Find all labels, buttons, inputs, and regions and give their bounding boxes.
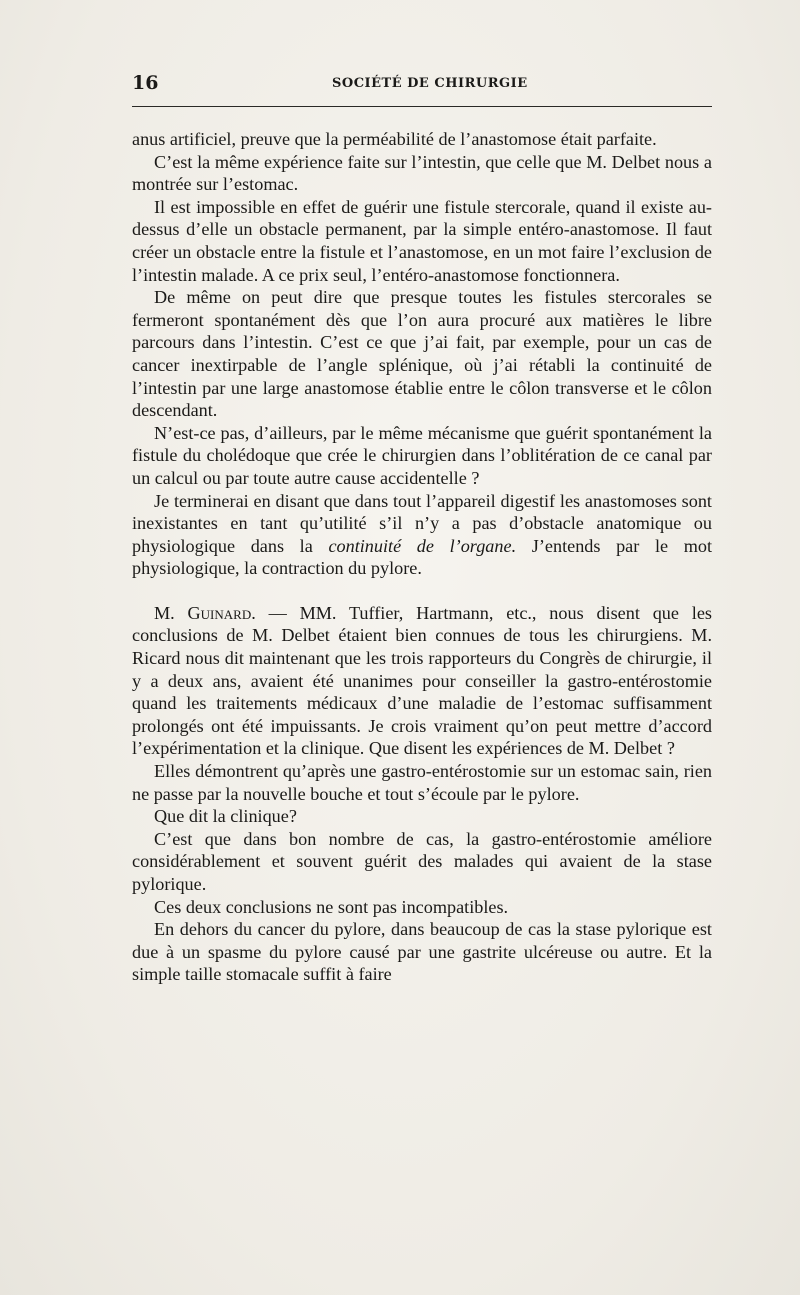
- paragraph-10: C’est que dans bon nombre de cas, la gastro-entérostomie améliore considérablement et souvent guérit des malades qui avaient de la stase pylorique.: [132, 828, 712, 894]
- running-head: [132, 72, 712, 98]
- paragraph-1: anus artificiel, preuve que la perméabilité de l’anastomose était parfaite.: [132, 129, 657, 149]
- paragraph-11: Ces deux conclusions ne sont pas incompatibles.: [154, 896, 509, 917]
- page-number: 16: [132, 72, 159, 94]
- paragraph-2: C’est la même expérience faite sur l’intestin, que celle que M. Delbet nous a montrée sur l’estomac.: [132, 151, 712, 195]
- paragraph-4: De même on peut dire que presque toutes les fistules stercorales se fermeront spontanément dès que l’on aura procuré aux matières le libre parcours dans l’intestin. C’est ce que j’ai fait, par exemple, pour un cas de cancer inextirpable de l’angle splénique, où j’ai rétabli la continuité de l’intestin par une large anastomose établie entre le côlon transverse et le côlon descendant.: [132, 287, 712, 421]
- header-rule: [132, 106, 712, 107]
- paragraph-7: [132, 602, 712, 760]
- paragraph-9: Que dit la clinique?: [154, 806, 297, 827]
- paragraph-12: En dehors du cancer du pylore, dans beaucoup de cas la stase pylorique est due à un spasme du pylore causé par une gastrite ulcéreuse ou autre. Et la simple taille stomacale suffit à faire: [132, 919, 712, 985]
- paragraph-6-italic: continuité de l’organe.: [328, 535, 517, 556]
- paragraph-3: Il est impossible en effet de guérir une fistule stercorale, quand il existe au-dessus d’elle un obstacle permanent, par la simple entéro-anastomose. Il faut créer un obstacle entre la fistule et l’anastomose, en un mot faire l’exclusion de l’intestin malade. A ce prix seul, l’entéro-anastomose fonctionnera.: [132, 196, 712, 285]
- speaker-name: M. Guinard.: [154, 602, 256, 623]
- paragraph-6-text-b: J’entends par le mot physiologique, la contraction du pylore.: [132, 535, 713, 579]
- paragraph-6-text-a: Je terminerai en disant que dans tout l’appareil digestif les anastomoses sont inexistantes en tant qu’utilité s’il n’y a pas d’obstacle anatomique ou physiologique dans la: [132, 490, 712, 556]
- paragraph-5: N’est-ce pas, d’ailleurs, par le même mécanisme que guérit spontanément la fistule du cholédoque que crée le chirurgien dans l’oblitération de ce canal par un calcul ou par toute autre cause accidentelle ?: [132, 422, 712, 488]
- paragraph-7-text: — MM. Tuffier, Hartmann, etc., nous disent que les conclusions de M. Delbet étaient bien connues de tous les chirurgiens. M. Ricard nous dit maintenant que les trois rapporteurs du Congrès de chirurgie, il y a deux ans, avaient été unanimes pour conseiller la gastro-entérostomie quand les traitements médicaux d’une maladie de l’estomac suffisamment prolongés ont été impuissants. Je crois vraiment qu’on peut mettre d’accord l’expérimentation et la clinique. Que disent les expériences de M. Delbet ?: [132, 602, 712, 759]
- running-title: SOCIÉTÉ DE CHIRURGIE: [332, 76, 528, 91]
- paragraph-8: Elles démontrent qu’après une gastro-entérostomie sur un estomac sain, rien ne passe par la nouvelle bouche et tout s’écoule par le pylore.: [132, 761, 712, 804]
- body-text: [132, 128, 712, 986]
- paragraph-6: [132, 490, 712, 580]
